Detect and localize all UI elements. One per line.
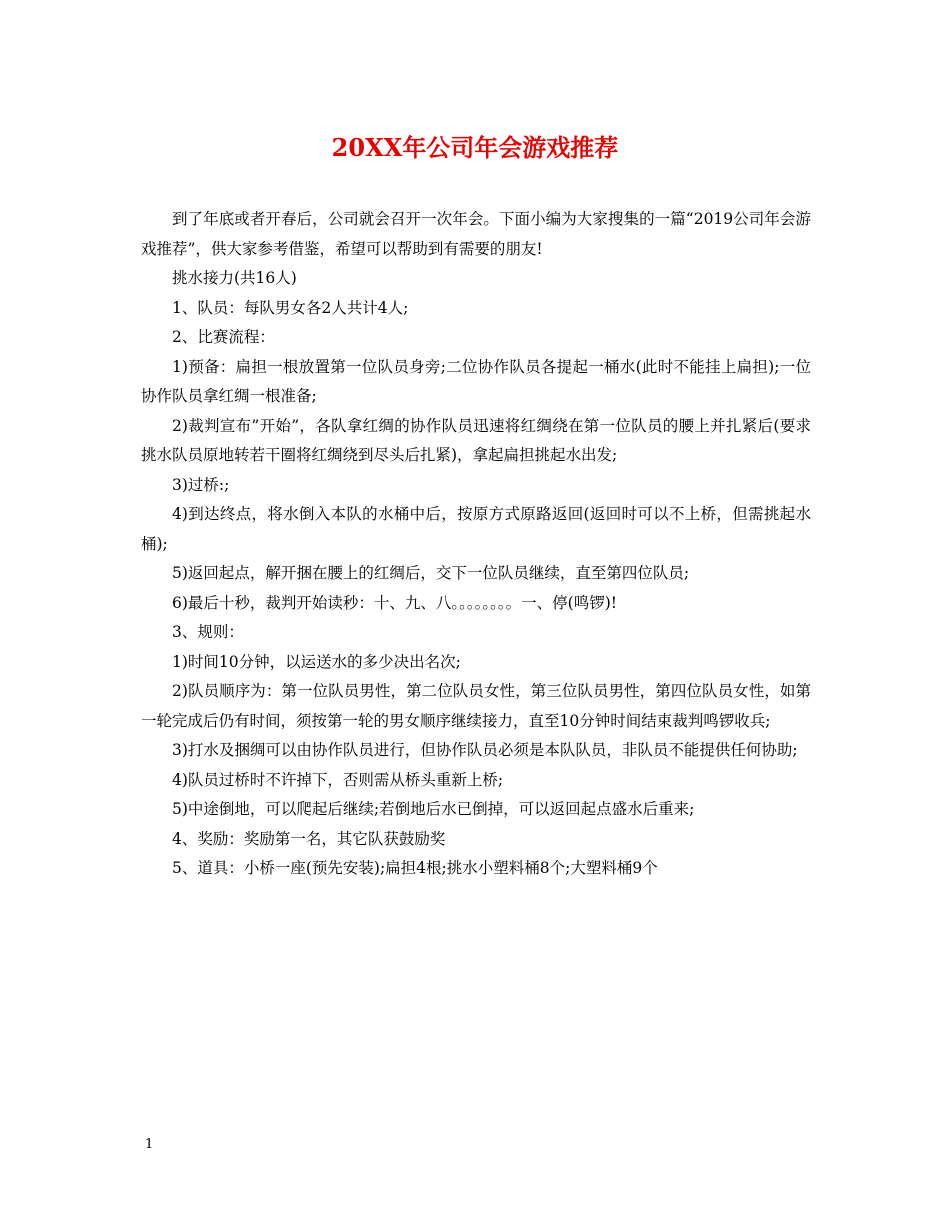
list-item: 5)中途倒地，可以爬起后继续;若倒地后水已倒掉，可以返回起点盛水后重来; [172,800,695,818]
list-item: 1)时间10分钟，以运送水的多少决出名次; [172,652,461,671]
section-heading: 2、比赛流程： [172,328,275,346]
list-item: 4)到达终点，将水倒入本队的水桶中后，按原方式原路返回(返回时可以不上桥，但需挑起水桶); [141,505,811,553]
intro-paragraph: 到了年底或者开春后，公司就会召开一次年会。下面小编为大家搜集的一篇“2019公司年会游戏推荐”，供大家参考借鉴，希望可以帮助到有需要的朋友! [141,210,811,258]
document-body [141,205,811,884]
list-item: 2)裁判宣布”开始”，各队拿红绸的协作队员迅速将红绸绕在第一位队员的腰上并扎紧后(要求挑水队员原地转若干圈将红绸绕到尽头后扎紧)，拿起扁担挑起水出发; [141,416,811,464]
section-heading: 3、规则： [172,623,244,641]
list-item: 5)返回起点，解开捆在腰上的红绸后，交下一位队员继续，直至第四位队员; [172,564,690,582]
list-item: 5、道具：小桥一座(预先安装);扁担4根;挑水小塑料桶8个;大塑料桶9个 [172,859,658,877]
section-heading: 4、奖励：奖励第一名，其它队获鼓励奖 [172,829,446,848]
list-item: 3)打水及捆绸可以由协作队员进行，但协作队员必须是本队队员，非队员不能提供任何协助; [172,741,798,759]
section-heading-game: 挑水接力(共16人) [172,269,297,287]
document-title: 20XX年公司年会游戏推荐 [331,133,619,162]
list-item: 6)最后十秒，裁判开始读秒：十、九、八。。。。。。。。一、停(鸣锣)! [172,593,617,612]
page-number: 1 [145,1137,154,1152]
list-item: 3)过桥:; [172,475,230,494]
list-item: 4)队员过桥时不许掉下，否则需从桥头重新上桥; [172,770,504,789]
list-item: 1、队员：每队男女各2人共计4人; [172,298,409,317]
list-item: 2)队员顺序为：第一位队员男性，第二位队员女性，第三位队员男性，第四位队员女性，如第一轮完成后仍有时间，须按第一轮的男女顺序继续接力，直至10分钟时间结束裁判鸣锣收兵; [141,682,811,730]
list-item: 1)预备：扁担一根放置第一位队员身旁;二位协作队员各提起一桶水(此时不能挂上扁担);一位协作队员拿红绸一根准备; [141,357,811,405]
